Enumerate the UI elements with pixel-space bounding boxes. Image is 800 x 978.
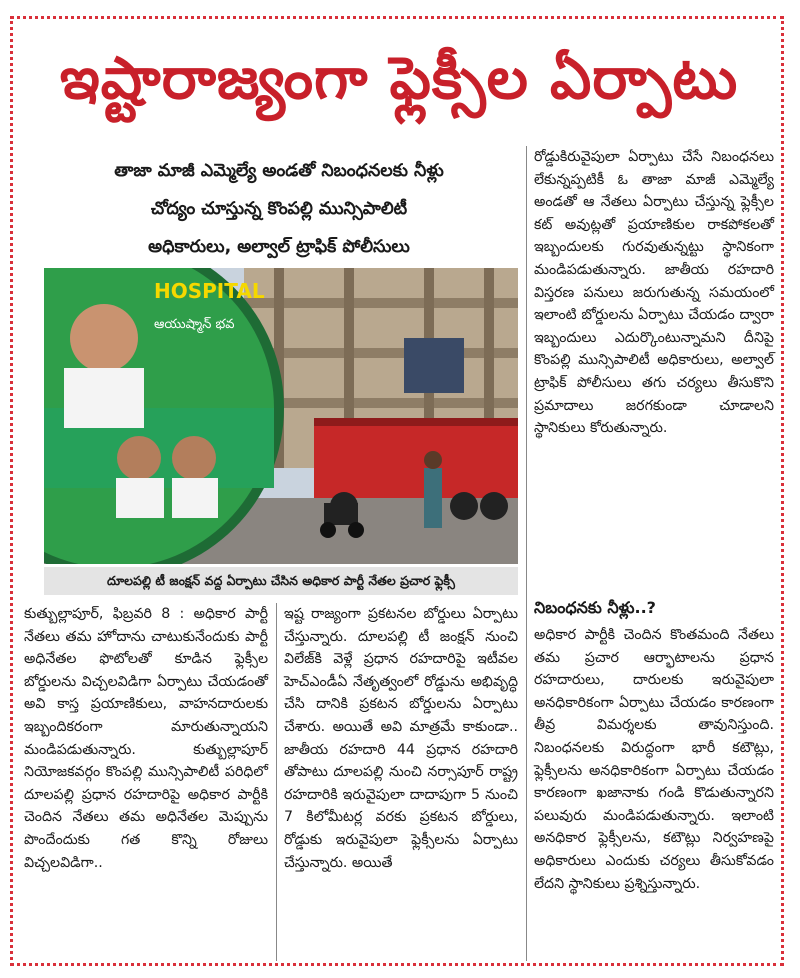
flex-sub-text: ఆయుష్మాన్ భవ [154,317,235,332]
column-divider [526,146,527,961]
article-column-3: రోడ్డుకిరువైపులా ఏర్పాటు చేసే నిబంధనలు లేకున్నప్పటికీ ఓ తాజా మాజీ ఎమ్మెల్యే అండతో ఆ నేతలు ఏర్పాటు చేస్తున్న ఫ్లెక్సీల కట్ అవుట్లతో ప్రయాణికుల రాకపోకలతో ఇబ్బందులకు గురవుతున్నట్టు స్థానికంగా మండిపడుతున్నారు. జాతీయ రహదారి విస్తరణ పనులు జరుగుతున్న సమయంలో ఇలాంటి బోర్డులను ఏర్పాటు చేయడం ద్వారా ఇబ్బందులు ఎదుర్కొంటున్నామని దీనిపై కొంపల్లి మున్సిపాలిటీ అధికారులు, అల్వాల్ ట్రాఫిక్ పోలీసులు తగు చర్యలు తీసుకొని ప్రమాదాలు జరగకుండా చూడాలని స్థానికులు కోరుతున్నారు. [534,149,774,437]
subheadline-line-3: అధికారులు, అల్వాల్ ట్రాఫిక్ పోలీసులు [148,237,410,257]
flex-banner-text: HOSPITAL [154,279,265,303]
section-body: అధికార పార్టీకి చెందిన కొంతమంది నేతలు తమ ప్రచార ఆర్భాటాలను ప్రధాన రహదారులు, దారులకు ఇరువైపులా అనధికారికంగా ఏర్పాటు చేయడం కారణంగా తీవ్ర విమర్శలకు తావునిస్తుంది. నిబంధనలకు విరుద్ధంగా భారీ కటౌట్లు, ఫ్లెక్సీలను అనధికారికంగా ఏర్పాటు చేయడం కారణంగా ఖజానాకు గండి కొడుతున్నారని పలువురు మండిపడుతున్నారు. ఇలాంటి అనధికార ఫ్లెక్సీలను, కటౌట్లు నిర్వహణపై అధికారులు ఎందుకు చర్యలు తీసుకోవడం లేదని స్థానికులు ప్రశ్నిస్తున్నారు. [534,627,774,892]
subheadline-line-1: తాజా మాజీ ఎమ్మెల్యే అండతో నిబంధనలకు నీళ్లు [114,161,444,181]
column-divider [276,603,277,961]
article-column-2: ఇష్ట రాజ్యంగా ప్రకటనల బోర్డులు ఏర్పాటు చేస్తున్నారు. దూలపల్లి టీ జంక్షన్ నుంచి విలేజ్‌కి వెళ్లే ప్రధాన రహదారిపై ఇటీవల హెచ్ఎండీఏ నేతృత్వంలో రోడ్డును అభివృద్ధి చేసి దానికి ప్రకటన బోర్డులను ఏర్పాటు చేశారు. అయితే అవి మాత్రమే కాకుండా.. జాతీయ రహదారి 44 ప్రధాన రహదారి తోపాటు దూలపల్లి నుంచి నర్సాపూర్ రాష్ట్ర రహదారికి ఇరువైపులా దాదాపుగా 5 నుంచి 7 కిలోమీటర్ల వరకు ప్రకటన బోర్డులు, రోడ్డుకు ఇరువైపులా ఫ్లెక్సీలను ఏర్పాటు చేస్తున్నారు. అయితే [284,606,518,871]
subheadline-line-2: చోద్యం చూస్తున్న కొంపల్లి మున్సిపాలిటీ [150,199,408,219]
section-subheading: నిబంధనకు నీళ్లు..? [534,598,656,617]
headline: ఇష్టారాజ్యంగా ఫ్లెక్సీల ఏర్పాటు [59,44,739,112]
subheadline [40,152,518,266]
article-column-1: కుత్బుల్లాపూర్, ఫిబ్రవరి 8 : అధికార పార్టీ నేతలు తమ హోదాను చాటుకునేందుకు పార్టీ అధినేతల ఫొటోలతో కూడిన ఫ్లెక్సీల బోర్డులను విచ్చలవిడిగా ఏర్పాటు చేయడంతో అవి కాస్త ప్రయాణికులు, వాహనదారులకు ఇబ్బందికరంగా మారుతున్నాయని మండిపడుతున్నారు. కుత్బుల్లాపూర్ నియోజకవర్గం కొంపల్లి మున్సిపాలిటీ పరిధిలో దూలపల్లి ప్రధాన రహదారిపై అధికార పార్టీకి చెందిన నేతలు తమ అధినేతల మెప్పును పొందేందుకు గత కొన్ని రోజులు విచ్చలవిడిగా.. [24,606,268,871]
article-column-3-section [534,588,774,895]
news-photo [44,268,518,564]
photo-caption: దూలపల్లి టీ జంక్షన్ వద్ద ఏర్పాటు చేసిన అధికార పార్టీ నేతల ప్రచార ఫ్లెక్సీ [44,567,518,595]
